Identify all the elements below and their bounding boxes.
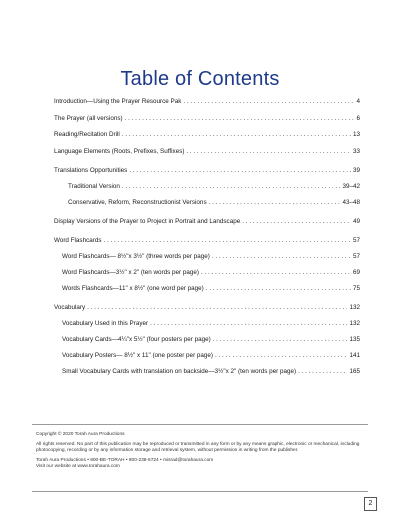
dot-leader (122, 183, 341, 191)
dot-leader (122, 131, 351, 139)
dot-leader (129, 167, 351, 175)
page-title: Table of Contents (120, 68, 280, 90)
toc-entry-label: Vocabulary Used in this Prayer (62, 319, 149, 327)
dot-leader (213, 336, 348, 344)
footer-bottom-rule (32, 491, 368, 492)
toc-entry-label: Introduction—Using the Prayer Resource Pak (54, 98, 182, 105)
website-line: Visit our website at www.torahaura.com (36, 464, 120, 469)
toc-entry-page: 6 (356, 114, 360, 122)
toc-entry-page: 69 (352, 268, 360, 276)
toc-entry-page: 132 (349, 319, 360, 327)
toc-entry-page: 39 (352, 166, 360, 174)
toc-entry-page: 4 (356, 98, 360, 105)
page-number: 2 (364, 497, 377, 511)
toc-entry-label: Vocabulary Posters— 8½" x 11" (one poster per page) (62, 351, 214, 359)
toc-entry-label: Vocabulary (54, 303, 86, 311)
toc-entry-vocab-used[interactable] (54, 320, 360, 328)
toc-entry-traditional[interactable] (54, 183, 360, 191)
toc-entry-page: 13 (352, 131, 360, 138)
toc-entry-page: 165 (349, 367, 360, 375)
toc-entry-label: Small Vocabulary Cards with translation on backside—3½"x 2" (ten words per page) (62, 367, 297, 375)
toc-entry-label: Word Flashcards— 8½"x 3½" (three words per page) (62, 252, 210, 260)
toc-entry-flashcards-one[interactable] (54, 285, 360, 293)
toc-entry-label: The Prayer (all versions) (54, 114, 123, 122)
toc-entry-page: 141 (349, 351, 360, 359)
copyright-footer (36, 432, 366, 474)
footer-top-rule (32, 424, 368, 425)
toc-entry-page: 43–48 (342, 198, 360, 206)
toc-entry-page: 33 (352, 147, 360, 155)
dot-leader (103, 237, 351, 245)
toc-entry-vocab-posters[interactable] (54, 352, 360, 360)
toc-entry-label: Word Flashcards—3½" x 2" (ten words per page) (62, 268, 199, 276)
table-of-contents (54, 98, 360, 376)
toc-entry-label: Vocabulary Cards—4¼"x 5½" (four posters per page) (62, 335, 211, 343)
toc-entry-vocabulary[interactable] (54, 304, 360, 312)
dot-leader (206, 285, 351, 293)
dot-leader (298, 368, 347, 376)
dot-leader (201, 269, 351, 277)
toc-entry-label: Display Versions of the Prayer to Project in Portrait and Landscape (54, 217, 241, 225)
toc-entry-introduction[interactable] (54, 98, 360, 106)
toc-entry-label: Traditional Version (68, 182, 120, 190)
dot-leader (212, 253, 351, 261)
toc-entry-word-flashcards[interactable] (54, 237, 360, 245)
toc-entry-page: 49 (352, 217, 360, 225)
dot-leader (150, 320, 347, 328)
toc-entry-vocab-cards[interactable] (54, 336, 360, 344)
toc-entry-label: Reading/Recitation Drill (54, 131, 120, 138)
rights-statement: All rights reserved. No part of this publication may be reproduced or transmitted in any form or by any means graphic, electronic or mechanical, including photocopying, recording or by any information storage and retrieval system, without permission in writing from the publisher. (36, 442, 360, 453)
copyright-line: Copyright © 2020 Torah Aura Productions (36, 432, 125, 437)
dot-leader (215, 352, 347, 360)
toc-entry-small-vocab-cards[interactable] (54, 368, 360, 376)
toc-entry-label: Translations Opportunities (54, 166, 128, 174)
toc-entry-reading-drill[interactable] (54, 131, 360, 139)
dot-leader (125, 115, 355, 123)
dot-leader (183, 98, 354, 106)
toc-entry-conservative[interactable] (54, 199, 360, 207)
toc-entry-page: 75 (352, 284, 360, 292)
toc-entry-flashcards-three[interactable] (54, 253, 360, 261)
dot-leader (242, 218, 351, 226)
toc-entry-page: 39–42 (342, 182, 360, 190)
toc-entry-display-versions[interactable] (54, 218, 360, 226)
toc-entry-page: 57 (352, 252, 360, 260)
toc-entry-page: 135 (349, 335, 360, 343)
toc-entry-page: 57 (352, 236, 360, 244)
dot-leader (186, 148, 351, 156)
toc-entry-label: Word Flashcards (54, 236, 102, 244)
dot-leader (209, 199, 341, 207)
dot-leader (87, 304, 347, 312)
toc-entry-flashcards-ten[interactable] (54, 269, 360, 277)
toc-entry-translations[interactable] (54, 167, 360, 175)
toc-entry-prayer[interactable] (54, 115, 360, 123)
contact-line: Torah Aura Productions • 800-BE-TORAH • 800-238-6724 • misrad@torahaura.com (36, 458, 214, 463)
toc-entry-label: Conservative, Reform, Reconstructionist Versions (68, 198, 207, 206)
toc-entry-label: Language Elements (Roots, Prefixes, Suffixes) (54, 147, 185, 155)
toc-entry-label: Words Flashcards—11" x 8½" (one word per page) (62, 284, 204, 292)
toc-entry-page: 132 (349, 303, 360, 311)
toc-entry-language-elements[interactable] (54, 148, 360, 156)
